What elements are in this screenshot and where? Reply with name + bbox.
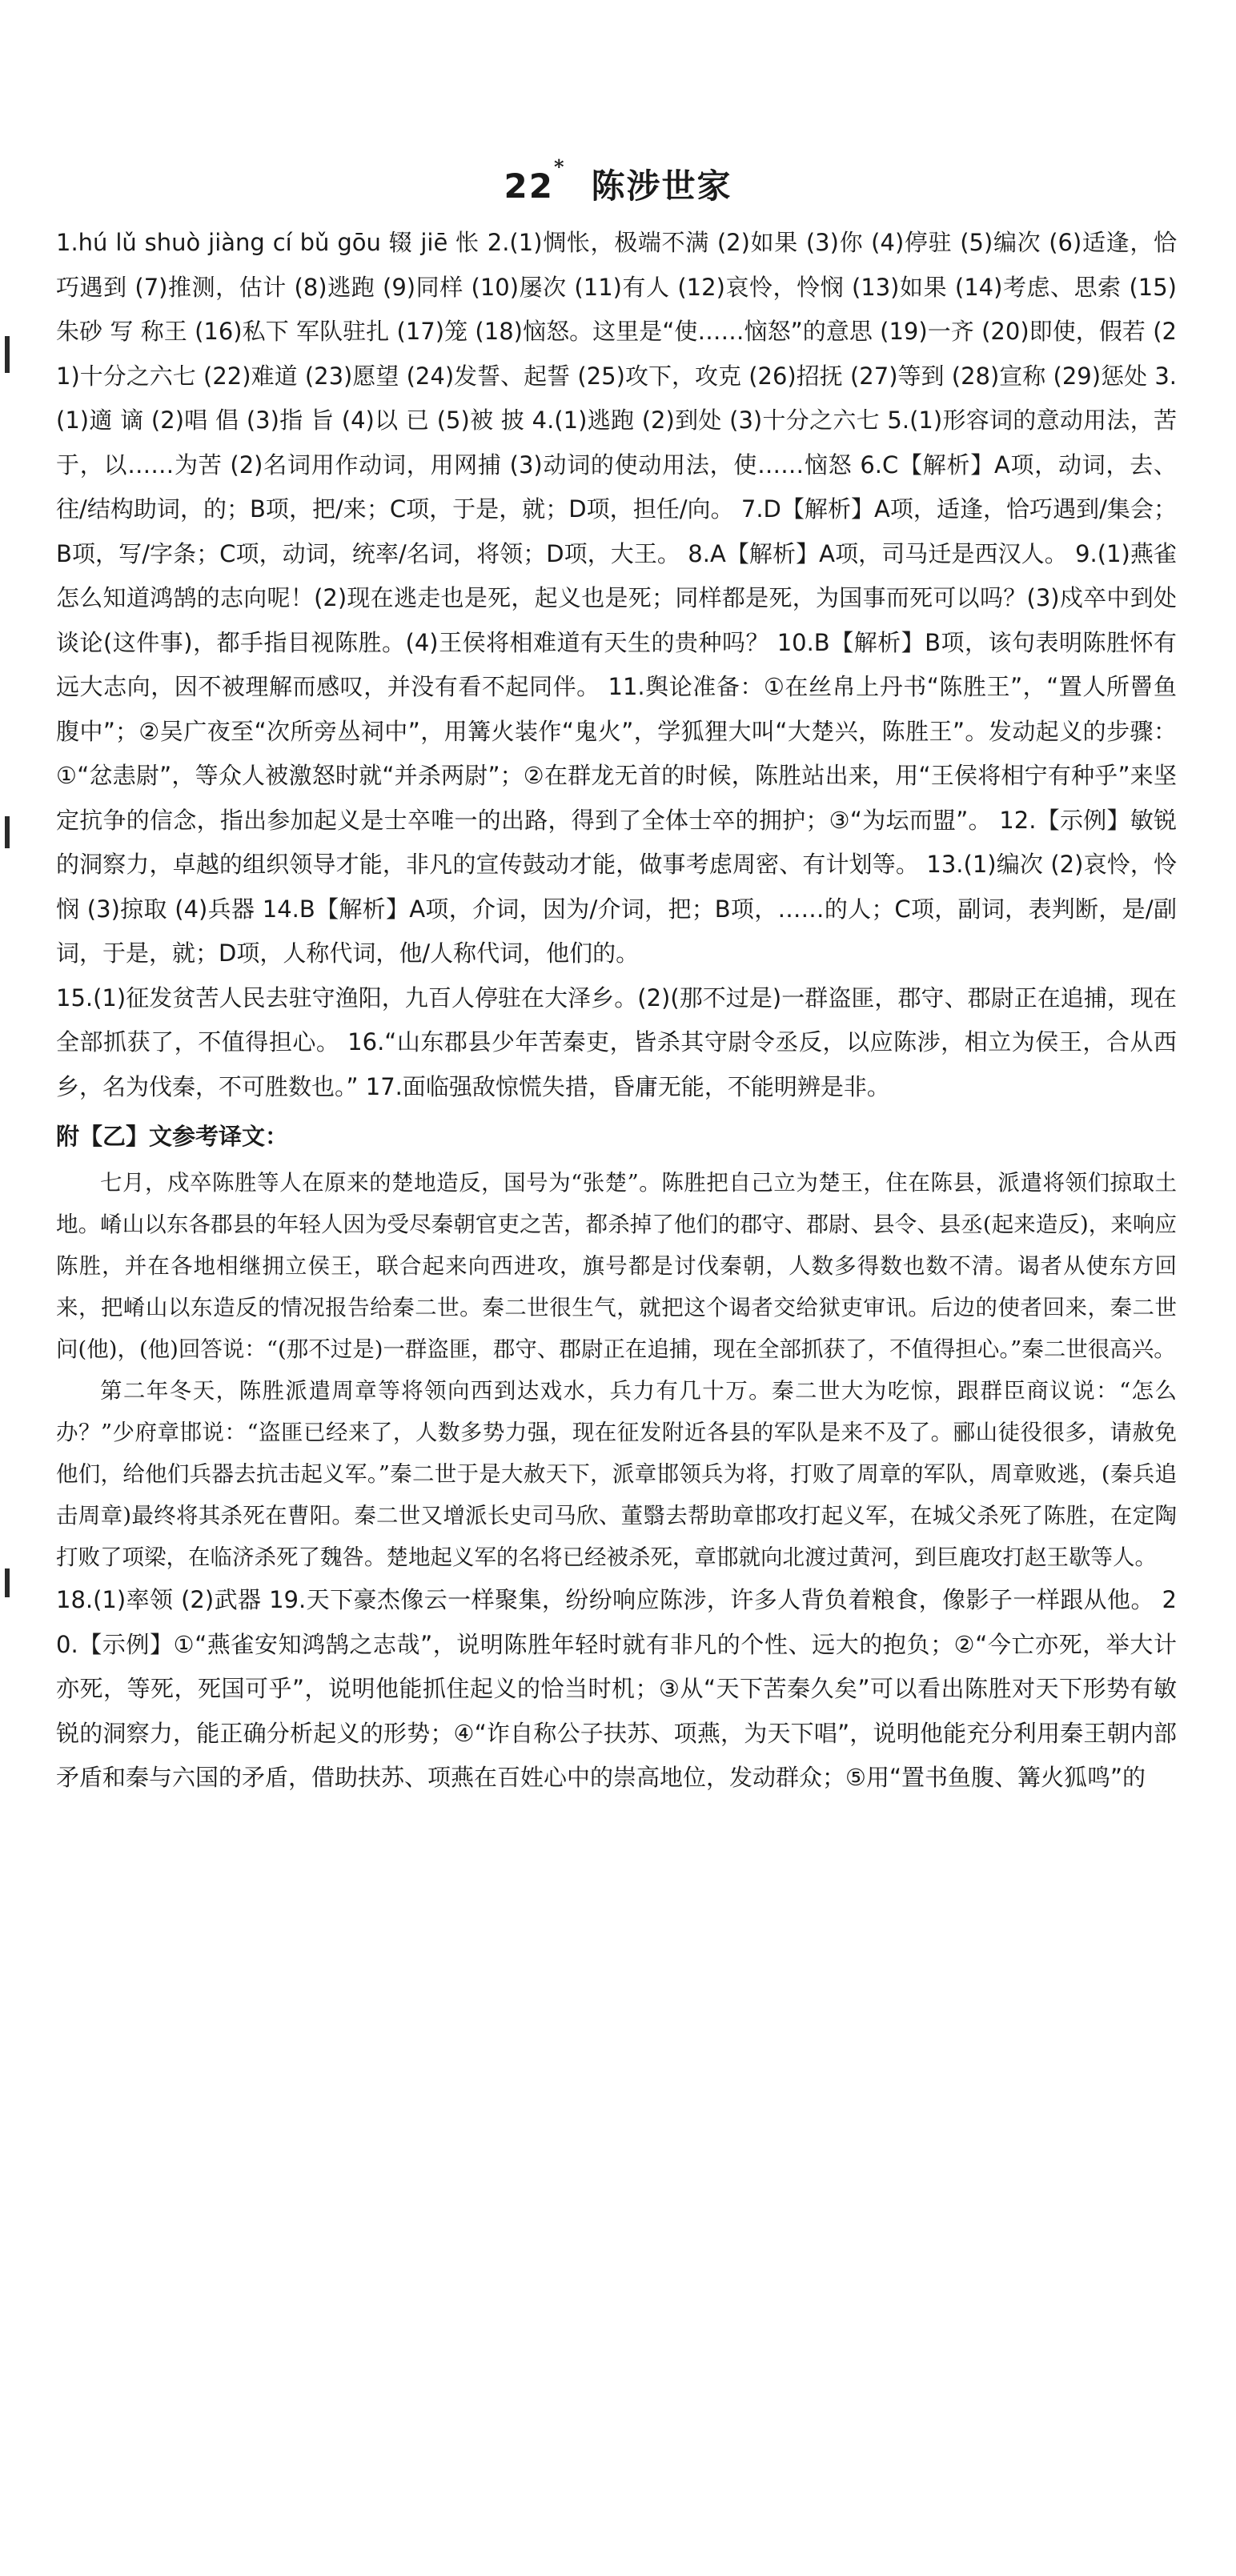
translation-paragraph: 七月，戍卒陈胜等人在原来的楚地造反，国号为“张楚”。陈胜把自己立为楚王，住在陈县，派遣将领们掠取土地。崤山以东各郡县的年轻人因为受尽秦朝官吏之苦，都杀掉了他们的郡守、郡尉、县令、县丞(起来造反)，来响应陈胜，并在各地相继拥立侯王，联合起来向西进攻，旗号都是讨伐秦朝，人数多得数也数不清。谒者从使东方回来，把崤山以东造反的情况报告给秦二世。秦二世很生气，就把这个谒者交给狱吏审讯。后边的使者回来，秦二世问(他)，(他)回答说：“(那不过是)一群盗匪，郡守、郡尉正在追捕，现在全部抓获了，不值得担心。”秦二世很高兴。 (56, 1170, 1177, 1362)
lesson-title: 陈涉世家 (591, 166, 732, 206)
answer-content (56, 221, 1177, 1801)
answers-block-2: 15.(1)征发贫苦人民去驻守渔阳，九百人停驻在大泽乡。(2)(那不过是)一群盗匪，郡守、郡尉正在追捕，现在全部抓获了，不值得担心。 16.“山东郡县少年苦秦吏，皆杀其守尉令丞反，以应陈涉，相立为侯王，合从西乡，名为伐秦，不可胜数也。” 17.面临强敌惊慌失措，昏庸无能，不能明辨是非。 (56, 984, 1177, 1100)
optional-mark: * (553, 155, 566, 178)
binding-mark (5, 1568, 10, 1597)
answers-block-1: 1.hú lǔ shuò jiàng cí bǔ gōu 辍 jiē 怅 2.(1)惆怅，极端不满 (2)如果 (3)你 (4)停驻 (5)编次 (6)适逢，恰巧遇到 (7)推测，估计 (8)逃跑 (9)同样 (10)屡次 (11)有人 (12)哀怜，怜悯 (13)如果 (14)考虑、思索 (15)朱砂 写 称王 (16)私下 军队驻扎 (17)笼 (18)恼怒。这里是“使……恼怒”的意思 (19)一齐 (20)即使，假若 (21)十分之六七 (22)难道 (23)愿望 (24)发誓、起誓 (25)攻下，攻克 (26)招抚 (27)等到 (28)宣称 (29)惩处 3.(1)適 谪 (2)唱 倡 (3)指 旨 (4)以 已 (5)被 披 4.(1)逃跑 (2)到处 (3)十分之六七 5.(1)形容词的意动用法，苦于，以……为苦 (2)名词用作动词，用网捕 (3)动词的使动用法，使……恼怒 6.C【解析】A项，动词，去、往/结构助词，的；B项，把/来；C项，于是，就；D项，担任/向。 7.D【解析】A项，适逢，恰巧遇到/集会；B项，写/字条；C项，动词，统率/名词，将领；D项，大王。 8.A【解析】A项，司马迁是西汉人。 9.(1)燕雀怎么知道鸿鹄的志向呢！(2)现在逃走也是死，起义也是死；同样都是死，为国事而死可以吗？(3)戍卒中到处谈论(这件事)，都手指目视陈胜。(4)王侯将相难道有天生的贵种吗？ 10.B【解析】B项，该句表明陈胜怀有远大志向，因不被理解而感叹，并没有看不起同伴。 11.舆论准备：①在丝帛上丹书“陈胜王”，“置人所罾鱼腹中”；②吴广夜至“次所旁丛祠中”，用篝火装作“鬼火”，学狐狸大叫“大楚兴，陈胜王”。发动起义的步骤：①“忿恚尉”，等众人被激怒时就“并杀两尉”；②在群龙无首的时候，陈胜站出来，用“王侯将相宁有种乎”来坚定抗争的信念，指出参加起义是士卒唯一的出路，得到了全体士卒的拥护；③“为坛而盟”。 12.【示例】敏锐的洞察力，卓越的组织领导才能，非凡的宣传鼓动才能，做事考虑周密、有计划等。 13.(1)编次 (2)哀怜，怜悯 (3)掠取 (4)兵器 14.B【解析】A项，介词，因为/介词，把；B项，……的人；C项，副词，表判断，是/副词，于是，就；D项，人称代词，他/人称代词，他们的。 (56, 229, 1177, 967)
binding-mark (5, 816, 10, 848)
answers-block-3: 18.(1)率领 (2)武器 19.天下豪杰像云一样聚集，纷纷响应陈涉，许多人背负着粮食，像影子一样跟从他。 20.【示例】①“燕雀安知鸿鹄之志哉”，说明陈胜年轻时就有非凡的个性、远大的抱负；②“今亡亦死，举大计亦死，等死，死国可乎”，说明他能抓住起义的恰当时机；③从“天下苦秦久矣”可以看出陈胜对天下形势有敏锐的洞察力，能正确分析起义的形势；④“诈自称公子扶苏、项燕，为天下唱”，说明他能充分利用秦王朝内部矛盾和秦与六国的矛盾，借助扶苏、项燕在百姓心中的崇高地位，发动群众；⑤用“置书鱼腹、篝火狐鸣”的 (56, 1586, 1177, 1791)
lesson-number: 22 (504, 166, 554, 206)
binding-mark (5, 336, 10, 373)
translation-paragraph: 第二年冬天，陈胜派遣周章等将领向西到达戏水，兵力有几十万。秦二世大为吃惊，跟群臣商议说：“怎么办？”少府章邯说：“盗匪已经来了，人数多势力强，现在征发附近各县的军队是来不及了。郦山徒役很多，请赦免他们，给他们兵器去抗击起义军。”秦二世于是大赦天下，派章邯领兵为将，打败了周章的军队，周章败逃，(秦兵追击周章)最终将其杀死在曹阳。秦二世又增派长史司马欣、董翳去帮助章邯攻打起义军，在城父杀死了陈胜，在定陶打败了项梁，在临济杀死了魏咎。楚地起义军的名将已经被杀死，章邯就向北渡过黄河，到巨鹿攻打赵王歇等人。 (56, 1378, 1177, 1570)
page-title (0, 155, 1236, 216)
appendix-heading: 附【乙】文参考译文： (56, 1123, 289, 1150)
